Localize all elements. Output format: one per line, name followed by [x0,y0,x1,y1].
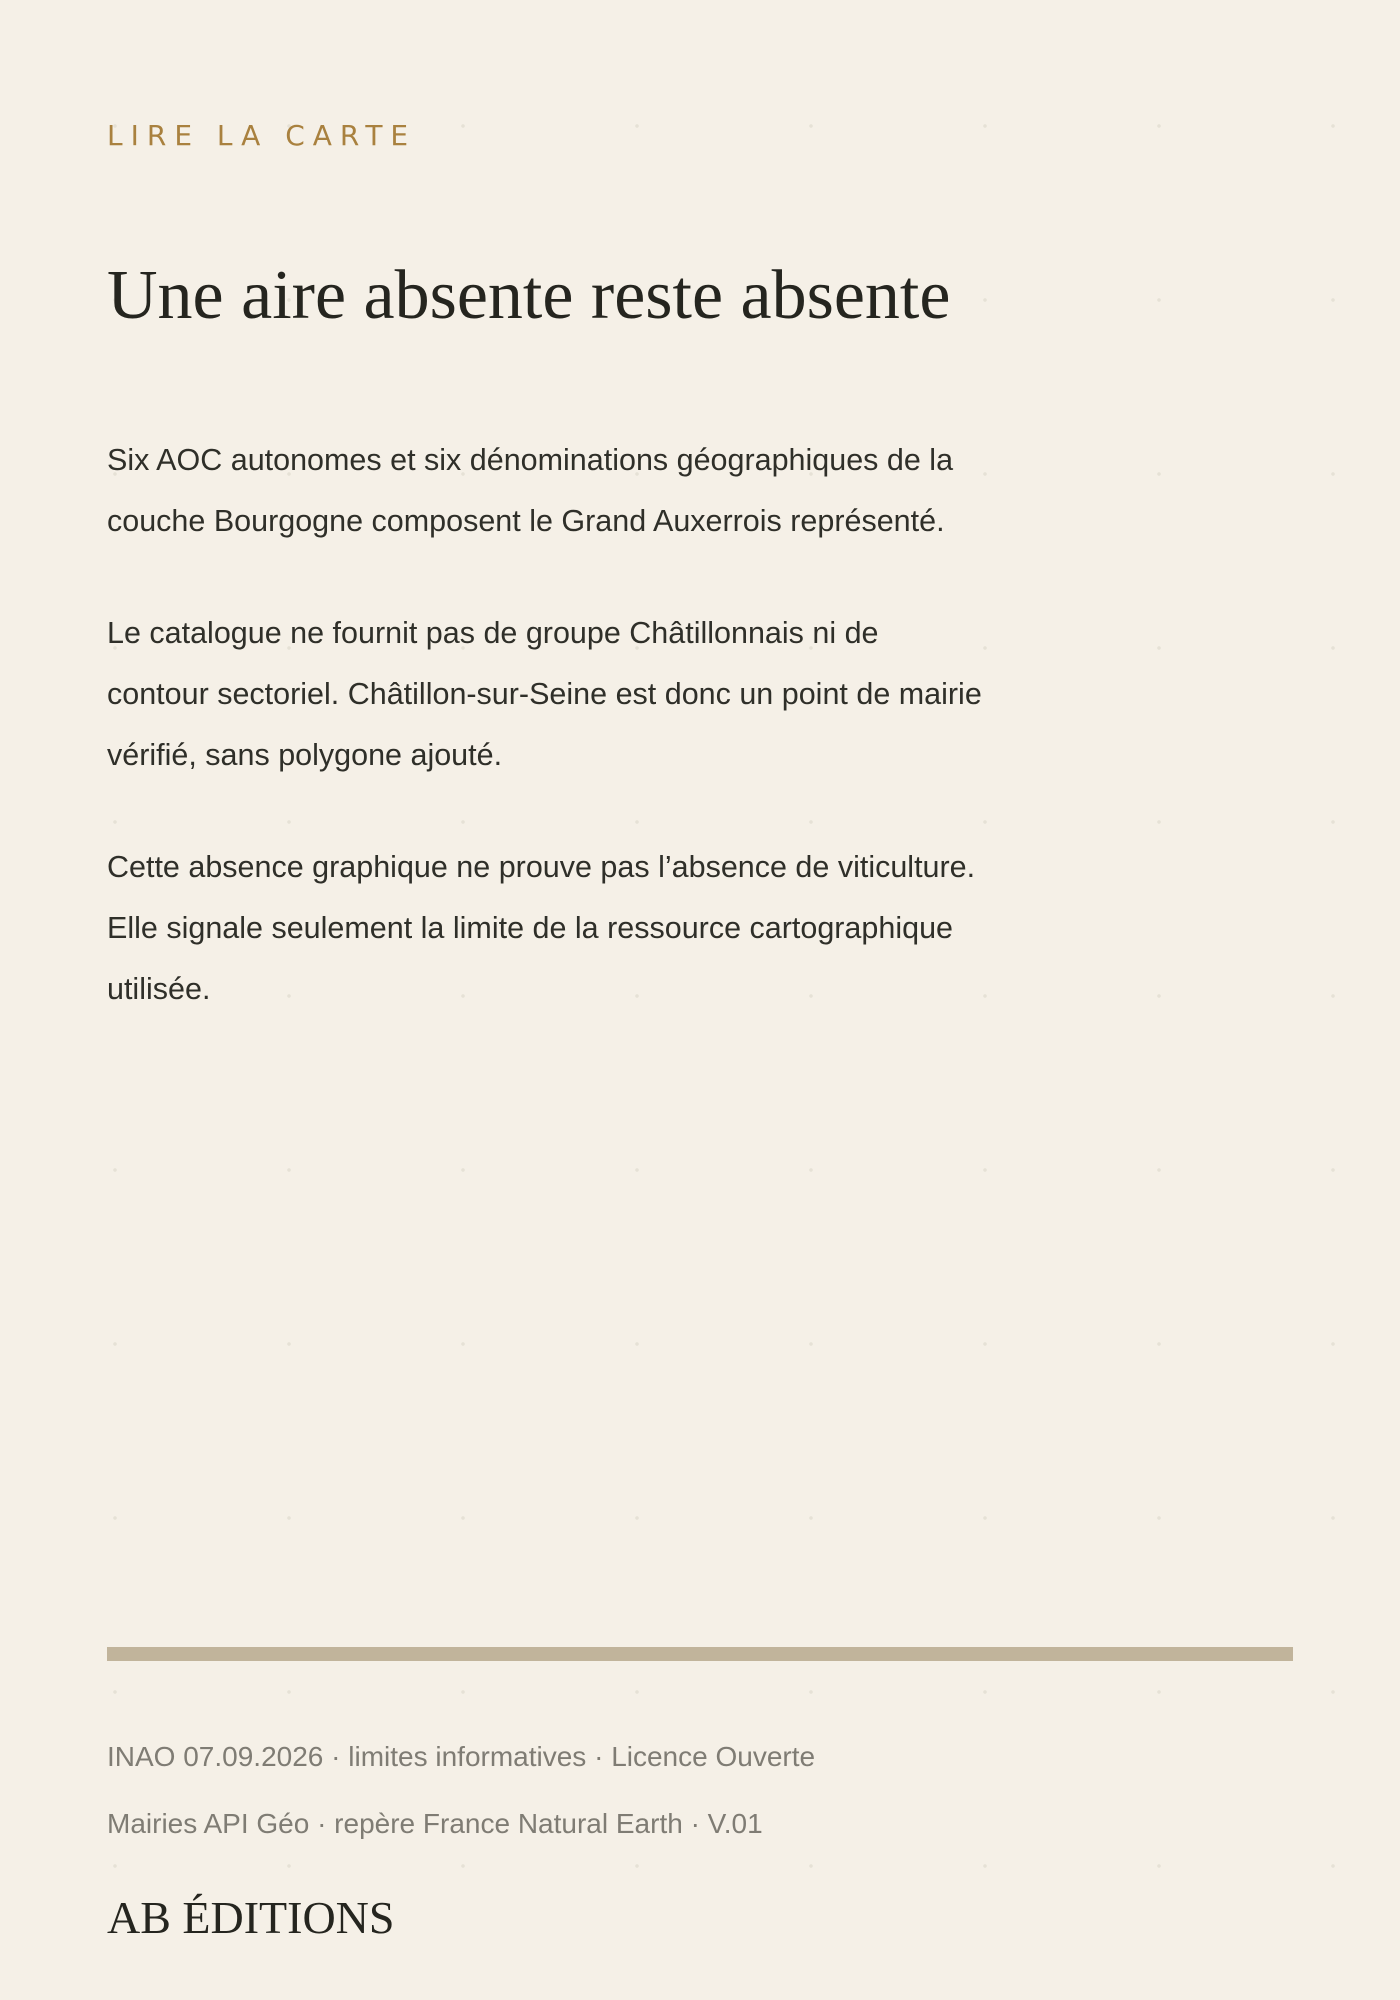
credit-line-mairies: Mairies API Géo · repère France Natural Earth · V.01 [107,1808,763,1839]
publisher-name: AB ÉDITIONS [107,1892,395,1943]
page-title: Une aire absente reste absente [107,257,951,334]
section-eyebrow: LIRE LA CARTE [107,119,417,152]
paragraph-aoc-composition: Six AOC autonomes et six dénominations géographiques de la couche Bourgogne composent le Grand Auxerrois représenté. [107,443,954,538]
source-credits [107,1723,815,1857]
paragraph-absence-note: Cette absence graphique ne prouve pas l’absence de viticulture. Elle signale seulement la limite de la ressource cartographique utilisée. [107,850,976,1006]
credit-line-inao: INAO 07.09.2026 · limites informatives · Licence Ouverte [107,1741,816,1772]
footer-divider [107,1647,1293,1661]
body-text [107,430,987,1071]
paragraph-chatillonnais: Le catalogue ne fournit pas de groupe Châtillonnais ni de contour sectoriel. Châtillon-sur-Seine est donc un point de mairie vérifié, sans polygone ajouté. [107,616,982,772]
document-page [107,0,1293,2000]
